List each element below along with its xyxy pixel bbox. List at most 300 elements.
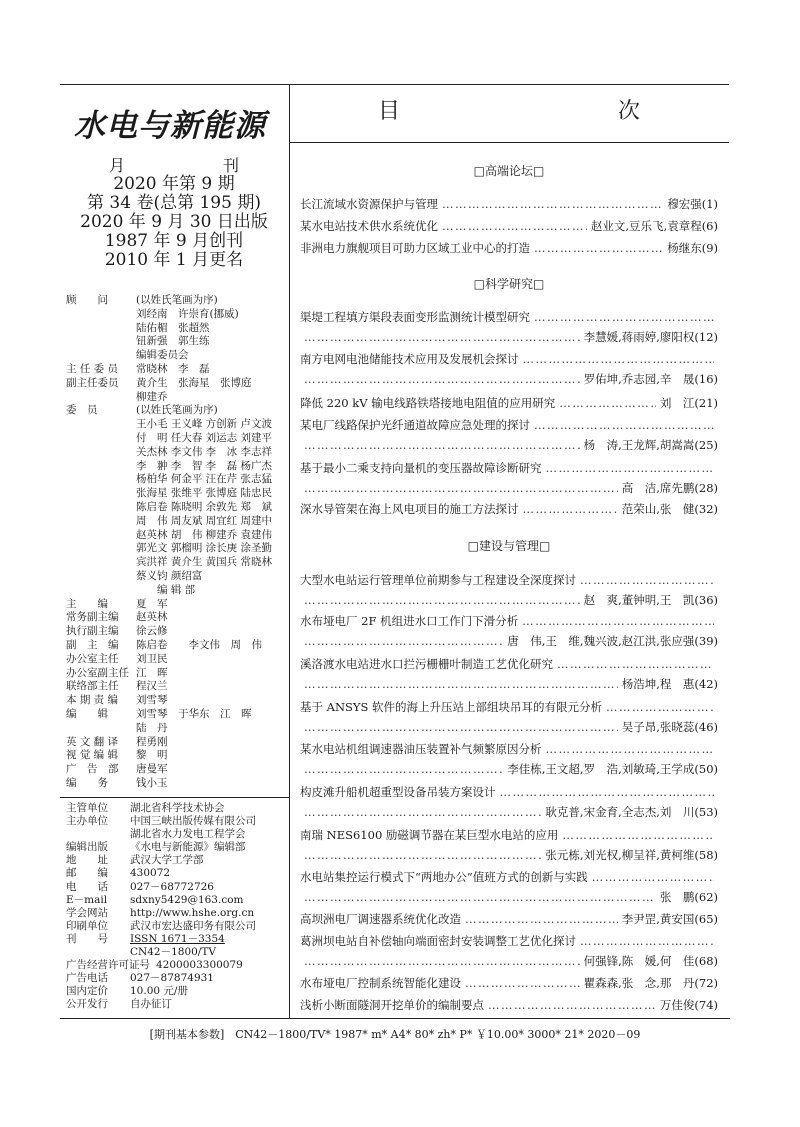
staff-row [66, 763, 286, 777]
article-authors-page: 何强锋,陈 媛,何 佳(68) [583, 954, 718, 968]
article-authors-page: 范荣山,张 健(32) [621, 502, 718, 516]
toc-line [300, 827, 718, 847]
staff-role [66, 529, 136, 543]
staff-names: 编辑委员会 [136, 349, 189, 362]
leader-dots [534, 310, 714, 324]
publisher-value: 027－87874931 [130, 972, 214, 985]
staff-names: 付 明 任大春 刘运志 刘建平 [136, 431, 273, 444]
leader-dots [304, 762, 503, 776]
article-authors-page: 万佳俊(74) [659, 998, 718, 1012]
leader-dots [559, 396, 656, 410]
staff-role: 主 编 [66, 597, 108, 610]
volume: 第 34 卷(总第 195 期) [87, 193, 261, 213]
editorial-board [66, 294, 286, 791]
leader-dots [580, 573, 714, 587]
staff-names: 杨柏华 何金平 汪在芹 张志猛 [136, 473, 273, 486]
founded-date: 1987 年 9 月创刊 [104, 231, 244, 251]
toc-line [300, 719, 718, 739]
toc-entry[interactable] [300, 572, 718, 612]
leader-dots [562, 828, 714, 842]
staff-names: 钮新强 郭生练 [136, 335, 210, 348]
divider [60, 84, 290, 85]
article-title: 某电厂线路保护光纤通道故障应急处理的探讨 [300, 418, 530, 432]
publisher-label: 编辑出版 [66, 841, 108, 854]
issue-info [60, 156, 288, 270]
publisher-value: 湖北省水力发电工程学会 [130, 828, 246, 841]
publisher-value: http://www.hshe.org.cn [130, 906, 255, 919]
staff-role: 主 任 委 员 [66, 362, 119, 375]
staff-names: 刘雪琴 于华东 江 晖 [136, 707, 252, 720]
staff-role [66, 322, 136, 336]
toc-line [300, 501, 718, 521]
toc-entry[interactable] [300, 869, 718, 909]
toc-entry[interactable] [300, 351, 718, 391]
leader-dots [534, 241, 663, 255]
toc-line [300, 889, 718, 909]
staff-role: 广 告 部 [66, 763, 119, 776]
staff-names: 宾洪祥 黄介生 黄国兵 常晓林 [136, 556, 273, 569]
divider [60, 1018, 730, 1019]
staff-names: 蔡义钧 颜绍富 [136, 569, 203, 582]
staff-names: 李 翀 李 智 李 磊 杨广杰 [136, 459, 273, 472]
toc-line [300, 911, 718, 931]
staff-row [66, 349, 286, 363]
toc-line [300, 633, 718, 653]
leader-dots [522, 614, 714, 628]
leader-dots [304, 954, 580, 968]
staff-names: 郭光文 郭榴明 涂长庚 涂圣勤 [136, 542, 273, 555]
article-title: 构皮滩升船机超重型设备吊装方案设计 [300, 785, 496, 799]
staff-row [66, 611, 286, 625]
article-authors-page: 张 鹏(62) [659, 890, 718, 904]
staff-row [66, 598, 286, 612]
publisher-label: 主管单位 [66, 802, 108, 814]
staff-role [66, 473, 136, 487]
staff-role: 委 员 [66, 404, 98, 417]
leader-dots [304, 848, 541, 862]
article-authors-page: 杨浩坤,程 惠(42) [621, 677, 718, 691]
staff-names: 夏 军 [136, 597, 168, 610]
staff-row [66, 377, 286, 391]
leader-dots [304, 330, 580, 344]
renamed-date: 2010 年 1 月更名 [104, 250, 244, 270]
staff-role [66, 556, 136, 570]
article-authors-page: 罗佑坤,乔志园,辛 晟(16) [583, 372, 718, 386]
article-title: 基于最小二乘支持向量机的变压器故障诊断研究 [300, 461, 542, 475]
toc-line [300, 395, 718, 415]
publisher-label: 广告经营许可证号 [66, 959, 150, 972]
leader-dots [304, 805, 541, 819]
article-title: 南方电网电池储能技术应用及发展机会探讨 [300, 352, 519, 366]
staff-row [66, 653, 286, 667]
publisher-value: 4200003300079 [156, 959, 243, 972]
staff-names: 刘卫民 [136, 652, 168, 665]
staff-role: 本 期 责 编 [66, 694, 119, 707]
article-title: 某水电站技术供水系统优化 [300, 219, 438, 233]
staff-row [66, 460, 286, 474]
publisher-row [66, 972, 288, 985]
toc-entry[interactable] [300, 784, 718, 824]
publisher-value: 10.00 元/册 [130, 985, 188, 998]
toc-line [300, 933, 718, 953]
toc-section-heading: □科学研究□ [473, 277, 545, 291]
publisher-value: ISSN 1671－3354 [130, 932, 225, 945]
toc-line [300, 869, 718, 889]
article-title: 渠堤工程填方渠段表面变形监测统计模型研究 [300, 310, 530, 324]
toc-line [300, 761, 718, 781]
article-title: 长江流域水资源保护与管理 [300, 197, 438, 211]
staff-role: 办公室副主任 [66, 666, 129, 679]
article-authors-page: 高 洁,席先鹏(28) [621, 481, 718, 495]
publisher-row [66, 854, 288, 867]
staff-role [66, 460, 136, 474]
staff-row [66, 391, 286, 405]
toc-entry[interactable] [300, 309, 718, 349]
staff-names: 唐曼军 [136, 763, 168, 776]
staff-names: 程勇刚 [136, 735, 168, 748]
leader-dots [442, 219, 587, 233]
leader-dots [465, 976, 580, 990]
staff-role [66, 542, 136, 556]
staff-role: 编 务 [66, 776, 108, 789]
staff-names: 钱小玉 [136, 776, 168, 789]
toc-section-heading: □建设与管理□ [467, 539, 551, 553]
frequency: 月 刊 [108, 156, 261, 175]
toc-line [300, 613, 718, 633]
staff-row [66, 749, 286, 763]
staff-row [66, 404, 286, 418]
divider [289, 84, 729, 85]
leader-dots [304, 677, 618, 691]
staff-names: 关杰林 李文伟 李 冰 李志祥 [136, 445, 273, 458]
staff-names: 赵英林 [136, 611, 168, 624]
publisher-value: 中国三峡出版传媒有限公司 [130, 815, 256, 828]
article-authors-page: 杨 涛,王龙辉,胡嵩嵩(25) [583, 438, 718, 452]
article-authors-page: 吴子昂,张晓蕊(46) [621, 720, 718, 734]
leader-dots [304, 634, 503, 648]
article-authors-page: 赵业文,豆乐飞,袁章程(6) [590, 219, 718, 233]
toc-entry[interactable] [300, 460, 718, 500]
publisher-row [66, 815, 288, 828]
leader-dots [523, 352, 715, 366]
toc-line [300, 741, 718, 761]
staff-names: 黎 明 [136, 749, 168, 762]
toc-entry[interactable] [300, 911, 718, 931]
publisher-value: 《水电与新能源》编辑部 [130, 841, 246, 854]
leader-dots [304, 593, 580, 607]
article-title: 降低 220 kV 输电线路铁塔接地电阻值的应用研究 [300, 396, 556, 410]
toc-entry[interactable] [300, 699, 718, 739]
staff-names: 周 伟 周友斌 周宜红 周建中 [136, 514, 273, 527]
article-authors-page: 张元栋,刘光权,柳呈祥,黄柯维(58) [545, 848, 718, 862]
publish-date: 2020 年 9 月 30 日出版 [80, 212, 268, 232]
article-title: 葛洲坝电站自补偿轴向端面密封安装调整工艺优化探讨 [300, 934, 576, 948]
toc-line [300, 329, 718, 349]
toc-entry[interactable] [300, 218, 718, 238]
issue-number: 2020 年第 9 期 [113, 174, 235, 194]
toc-line [300, 309, 718, 329]
staff-names: 赵英林 胡 伟 柳建乔 袁建伟 [136, 528, 273, 541]
staff-names: 柳建乔 [136, 390, 168, 403]
staff-role: 执行副主编 [66, 625, 119, 638]
staff-role [66, 446, 136, 460]
article-authors-page: 唐 伟,王 维,魏兴波,赵江洪,张应强(39) [507, 634, 718, 648]
leader-dots [500, 785, 715, 799]
article-title: 溪洛渡水电站进水口拦污栅栅叶制造工艺优化研究 [300, 657, 553, 671]
toc-entry[interactable] [300, 240, 718, 260]
staff-role [66, 308, 136, 322]
staff-names: 江 晖 [136, 666, 168, 679]
staff-role: 视 觉 编 辑 [66, 749, 119, 762]
staff-row [66, 556, 286, 570]
staff-row [66, 639, 286, 653]
toc-entry[interactable] [300, 933, 718, 973]
leader-dots [606, 700, 714, 714]
staff-row [66, 584, 286, 598]
staff-row [66, 446, 286, 460]
staff-role [66, 432, 136, 446]
staff-row [66, 294, 286, 308]
staff-names: 陈启卷 陈晓明 余敦先 郑 斌 [136, 500, 273, 513]
publisher-row [66, 907, 288, 920]
publisher-row [66, 841, 288, 854]
staff-names: 常晓林 李 磊 [136, 362, 210, 375]
staff-row [66, 515, 286, 529]
staff-names: 编 辑 部 [136, 583, 196, 596]
staff-row [66, 473, 286, 487]
publisher-value: sdxny5429@163.com [130, 893, 244, 906]
staff-row [66, 694, 286, 708]
publisher-label: 学会网站 [66, 906, 108, 919]
publisher-value: 武汉市宏达盛印务有限公司 [130, 919, 256, 932]
publisher-row [66, 802, 288, 815]
publisher-info [66, 802, 288, 1012]
staff-role [66, 584, 136, 598]
publisher-value: 027－68772726 [130, 880, 214, 893]
leader-dots [580, 934, 714, 948]
toc-line [300, 656, 718, 676]
leader-dots [534, 418, 714, 432]
publisher-label: 地 址 [66, 854, 108, 867]
staff-role: 编 辑 [66, 707, 108, 720]
toc-line [300, 218, 718, 238]
staff-names: 陆佑楣 张超然 [136, 321, 210, 334]
publisher-value: 自办征订 [130, 998, 172, 1011]
article-authors-page: 杨继东(9) [667, 241, 718, 255]
staff-role [66, 570, 136, 584]
article-authors-page: 穆宏强(1) [667, 197, 718, 211]
divider [60, 797, 289, 798]
toc-line [300, 196, 718, 216]
toc-line [300, 437, 718, 457]
leader-dots [304, 890, 656, 904]
article-title: 非洲电力旗舰项目可助力区域工业中心的打造 [300, 241, 530, 255]
staff-role: 英 文 翻 译 [66, 735, 119, 748]
toc-line [300, 804, 718, 824]
staff-row [66, 363, 286, 377]
staff-row [66, 680, 286, 694]
publisher-row [66, 828, 288, 841]
article-authors-page: 耿克普,宋金育,全志杰,刘 川(53) [545, 805, 718, 819]
staff-row [66, 322, 286, 336]
leader-dots [523, 502, 618, 516]
article-authors-page: 李尹罡,黄安国(65) [621, 912, 718, 926]
staff-row [66, 570, 286, 584]
article-authors-page: 李佳栋,王文超,罗 浩,刘敏琦,王学成(50) [507, 762, 718, 776]
leader-dots [304, 720, 618, 734]
staff-row [66, 501, 286, 515]
article-title: 南瑞 NES6100 励磁调节器在某巨型水电站的应用 [300, 828, 559, 842]
staff-role [66, 391, 136, 405]
publisher-label: 刊 号 [66, 932, 108, 945]
staff-role [66, 349, 136, 363]
staff-role: 常务副主编 [66, 611, 119, 624]
publisher-row [66, 920, 288, 933]
staff-role: 联络部主任 [66, 680, 119, 693]
toc-entry[interactable] [300, 613, 718, 653]
publisher-label: 印刷单位 [66, 919, 108, 932]
toc-title: 目 次 [377, 99, 698, 124]
publisher-label [66, 828, 130, 841]
staff-names: (以姓氏笔画为序) [136, 404, 218, 417]
leader-dots [592, 870, 714, 884]
publisher-value: 武汉大学工学部 [130, 854, 204, 867]
article-title: 基于 ANSYS 软件的海上升压站上部组块吊耳的有限元分析 [300, 700, 603, 714]
toc-line [300, 784, 718, 804]
staff-names: 陈启卷 李文伟 周 伟 [136, 638, 262, 651]
leader-dots [557, 657, 714, 671]
toc-section-heading: □高端论坛□ [473, 164, 545, 178]
staff-row [66, 667, 286, 681]
toc-entry[interactable] [300, 997, 718, 1017]
toc-line [300, 997, 718, 1017]
leader-dots [546, 742, 715, 756]
basic-parameters: [期刊基本参数] CN42－1800/TV* 1987* m* A4* 80* zh* P* ￥10.00* 3000* 21* 2020－09 [149, 1028, 641, 1041]
leader-dots [304, 438, 580, 452]
article-title: 水布垭电厂控制系统智能化建设 [300, 976, 461, 990]
article-authors-page: 李慧媛,蒋雨婷,廖阳权(12) [583, 330, 718, 344]
publisher-label: 电 话 [66, 880, 108, 893]
staff-names: 程汉兰 [136, 680, 168, 693]
staff-names: 黄介生 张海星 张博庭 [136, 376, 252, 389]
staff-row [66, 777, 286, 791]
toc-line [300, 953, 718, 973]
article-authors-page: 赵 爽,董钟明,王 凯(36) [583, 593, 718, 607]
staff-role [66, 515, 136, 529]
staff-role: 副 主 编 [66, 638, 119, 651]
publisher-row [66, 867, 288, 880]
staff-names: 徐云修 [136, 625, 168, 638]
staff-row [66, 335, 286, 349]
staff-row [66, 432, 286, 446]
article-title: 水电站集控运行模式下“两地办公”值班方式的创新与实践 [300, 870, 588, 884]
staff-role: 顾 问 [66, 294, 108, 306]
article-title: 某水电站机组调速器油压装置补气频繁原因分析 [300, 742, 542, 756]
publisher-label: 主办单位 [66, 815, 108, 828]
publisher-row [66, 998, 288, 1011]
staff-role [66, 487, 136, 501]
toc-line [300, 592, 718, 612]
toc-entry[interactable] [300, 395, 718, 415]
leader-dots [465, 912, 618, 926]
toc-entry[interactable] [300, 196, 718, 216]
staff-row [66, 708, 286, 722]
staff-row [66, 418, 286, 432]
article-title: 大型水电站运行管理单位前期参与工程建设全深度探讨 [300, 573, 576, 587]
leader-dots [488, 998, 656, 1012]
staff-row [66, 625, 286, 639]
publisher-value: CN42－1800/TV [130, 946, 216, 959]
publisher-label: E－mail [66, 893, 108, 906]
toc-entry[interactable] [300, 741, 718, 781]
staff-row [66, 529, 286, 543]
staff-row [66, 736, 286, 750]
article-authors-page: 刘 江(21) [659, 396, 718, 410]
article-title: 浅析小断面隧洞开挖单价的编制要点 [300, 998, 484, 1012]
toc-entry[interactable] [300, 975, 718, 995]
article-title: 水布垭电厂 2F 机组进水口工作门下滑分析 [300, 614, 519, 628]
staff-names: 陆 丹 [136, 721, 168, 734]
staff-names: 刘经南 许崇育(挪威) [136, 307, 239, 320]
publisher-row [66, 894, 288, 907]
staff-names: (以姓氏笔画为序) [136, 294, 218, 306]
toc-entry[interactable] [300, 656, 718, 696]
toc-line [300, 975, 718, 995]
staff-names: 张海星 张维平 张博庭 陆忠民 [136, 487, 273, 500]
publisher-row [66, 881, 288, 894]
toc-line [300, 417, 718, 437]
publisher-row [66, 933, 288, 946]
staff-row [66, 308, 286, 322]
publisher-label: 邮 编 [66, 867, 108, 880]
article-title: 高坝洲电厂调速器系统优化改造 [300, 912, 461, 926]
staff-row [66, 487, 286, 501]
staff-names: 王小毛 王义峰 方创新 卢文波 [136, 418, 273, 431]
toc-line [300, 371, 718, 391]
toc-entry[interactable] [300, 417, 718, 457]
toc-line [300, 676, 718, 696]
leader-dots [546, 461, 715, 475]
staff-role: 副主任委员 [66, 376, 119, 389]
divider [289, 142, 729, 143]
publisher-label [66, 946, 130, 959]
publisher-value: 湖北省科学技术协会 [130, 802, 225, 814]
article-title: 深水导管架在海上风电项目的施工方法探讨 [300, 502, 519, 516]
publisher-row [66, 959, 288, 972]
toc-line [300, 847, 718, 867]
staff-role [66, 418, 136, 432]
toc-line [300, 240, 718, 260]
publisher-value: 430072 [130, 867, 171, 880]
toc-line [300, 699, 718, 719]
leader-dots [304, 481, 618, 495]
publisher-label: 广告电话 [66, 972, 108, 985]
toc-line [300, 480, 718, 500]
toc-line [300, 460, 718, 480]
staff-role [66, 722, 136, 736]
publisher-label: 国内定价 [66, 985, 108, 998]
publisher-label: 公开发行 [66, 998, 108, 1011]
staff-role: 办公室主任 [66, 652, 119, 665]
journal-logo: 水电与新能源 [74, 108, 266, 144]
publisher-row [66, 946, 288, 959]
staff-role [66, 501, 136, 515]
staff-row [66, 722, 286, 736]
leader-dots [442, 197, 663, 211]
toc-line [300, 572, 718, 592]
toc-entry[interactable] [300, 501, 718, 521]
toc-entry[interactable] [300, 827, 718, 867]
